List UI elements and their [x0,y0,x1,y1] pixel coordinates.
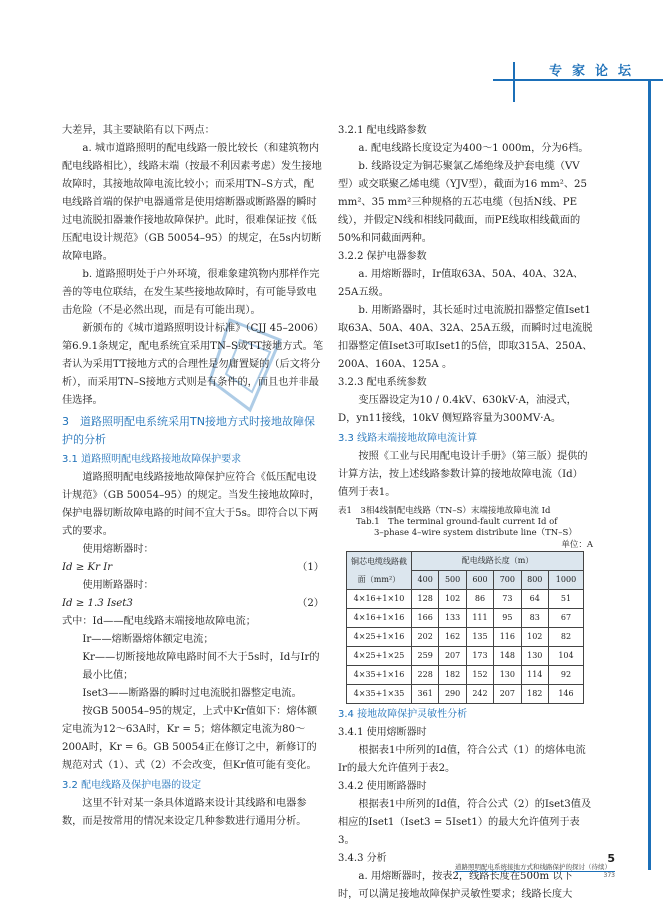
table-cell: 290 [439,685,466,704]
column-header: 1000 [548,571,583,590]
table-cell: 259 [412,647,439,666]
table-caption-en: 3–phase 4–wire system distribute line（TN–S） [374,528,577,538]
row-label: 4×35+1×35 [347,685,412,704]
table-cell: 104 [548,647,583,666]
table-cell: 116 [494,628,521,647]
subsection-heading: 3.3 线路末端接地故障电流计算 [338,433,478,444]
table-unit: 单位：A [561,540,593,550]
column-header: 600 [466,571,493,590]
table-cell: 51 [548,590,583,609]
table-cell: 111 [466,609,493,628]
paragraph: 这里不针对某一条具体道路来设计其线路和电器参数，而是按常用的情况来设定几种参数进行通用分析。 [62,798,307,827]
table-cell: 130 [521,647,548,666]
table-cell: 152 [466,666,493,685]
paragraph: 新颁布的《城市道路照明设计标准》（CJJ 45–2006）第6.9.1条规定，配电系统宜采用TN–S或TT接地方式。笔者认为采用TT接地方式的合理性是勿庸置疑的（后文将分析），而采用TN–S接地方式则是有条件的，而且也并非最佳选择。 [62,323,324,406]
table-row [347,609,584,628]
table-cell: 207 [439,647,466,666]
left-column [62,122,324,831]
table-cell: 82 [548,628,583,647]
where-line: Iset3——断路器的瞬时过电流脱扣器整定电流。 [82,688,302,699]
table-row [347,685,584,704]
paragraph: a. 配电线路长度设定为400～1 000m，分为6档。 [358,143,589,154]
subsubsection-heading: 3.2.3 配电系统参数 [338,377,427,388]
column-header: 400 [412,571,439,590]
formula-2 [62,595,324,613]
table-row [347,647,584,666]
table-cell: 162 [439,628,466,647]
margin-bar [648,80,651,870]
section-header [493,60,663,80]
subsubsection-heading: 3.4.2 使用断路器时 [338,781,427,792]
table-cell: 361 [412,685,439,704]
table-caption: 表1 3相4线制配电线路（TN–S）末端接地故障电流 Id [338,506,551,516]
right-column [338,122,593,904]
table-cell: 95 [494,609,521,628]
column-header: 800 [521,571,548,590]
column-group-header: 配电线路长度（m） [412,552,584,571]
subsection-heading: 3.4 接地故障保护灵敏性分析 [338,709,468,720]
table-cell: 148 [494,647,521,666]
table-row [347,666,584,685]
paragraph: 道路照明配电线路接地故障保护应符合《低压配电设计规范》（GB 50054–95）的规定。当发生接地故障时，保护电器切断故障电路的时间不宜大于5s。即符合以下两式的要求。 [62,472,320,537]
header-rule [493,79,663,81]
table-cell: 102 [439,590,466,609]
formula-1 [62,559,324,577]
formula-number: （2） [297,598,324,609]
subsubsection-heading: 3.4.1 使用熔断器时 [338,727,427,738]
page-footer [455,852,615,879]
table-cell: 73 [494,590,521,609]
table-cell: 133 [439,609,466,628]
subsubsection-heading: 3.4.3 分析 [338,853,387,864]
table-row [347,590,584,609]
page-number: 5 [607,852,615,865]
table-cell: 146 [548,685,583,704]
table-cell: 135 [466,628,493,647]
paragraph: 根据表1中所列的Id值，符合公式（1）的熔体电流Ir的最大允许值列于表2。 [338,745,586,774]
row-label: 4×35+1×16 [347,666,412,685]
formula-text: Id ≥ 1.3 Iset3 [62,598,133,609]
row-header: 铜芯电缆线路截面（mm²） [347,552,412,590]
table-cell: 202 [412,628,439,647]
section-title: 专家论坛 [548,64,641,79]
table-cell: 228 [412,666,439,685]
subsection-heading: 3.1 道路照明配电线路接地故障保护要求 [62,454,242,465]
where-line: 式中：Id——配电线路末端接地故障电流； [62,616,256,627]
table-cell: 207 [494,685,521,704]
footer-sub-number: 373 [603,872,615,879]
table-cell: 130 [494,666,521,685]
table-cell: 83 [521,609,548,628]
table-cell: 242 [466,685,493,704]
header-divider [513,62,515,102]
paragraph: b. 用断路器时，其长延时过电流脱扣器整定值Iset1取63A、50A、40A、32A、25A五级，而瞬时过电流脱扣器整定值Iset3可取Iset1的5倍，即取315A、250A、200A、160A、125A 。 [338,305,593,370]
paragraph: 变压器设定为10 / 0.4kV、630kV·A，油浸式，D，yn11接线，10kV 侧短路容量为300MV·A。 [338,395,577,424]
row-label: 4×25+1×25 [347,647,412,666]
paragraph: 按GB 50054–95的规定，上式中Kr值如下：熔体额定电流为12～63A时，Kr = 5；熔体额定电流为80～200A时，Kr = 6。GB 50054正在修订之中，新修订的规范对式（1）、式（2）不会改变，但Kr值可能有变化。 [62,706,318,771]
paragraph: a. 城市道路照明的配电线路一般比较长（和建筑物内配电线路相比），线路末端（按最不利因素考虑）发生接地故障时，其接地故障电流比较小；而采用TN–S方式，配电线路首端的保护电器通常是使用熔断器或断路器的瞬时过电流脱扣器兼作接地故障保护。此时，很难保证按《低压配电设计规范》（GB 50054–95）的规定，在5s内切断故障电路。 [62,143,322,262]
row-label: 4×16+1×10 [347,590,412,609]
row-label: 4×16+1×16 [347,609,412,628]
table-caption-en: Tab.1 The terminal ground-fault current Id of [356,517,558,527]
table-cell: 182 [521,685,548,704]
formula-text: Id ≥ Kr Ir [62,562,113,573]
paragraph: a. 用熔断器时，按表2，线路长度在500m 以下时，可以满足接地故障保护灵敏性要求；线路长度大 [338,871,573,900]
paragraph: b. 道路照明处于户外环境，很难象建筑物内那样作完善的等电位联结，在发生某些接地故障时，有可能导致电击危险（不是必然出现，而是有可能出现）。 [62,269,320,316]
paragraph: b. 线路设定为铜芯聚氯乙烯绝缘及护套电缆（VV型）或交联聚乙烯电缆（YJV型），截面为16 mm²、25 mm²、35 mm²三种规格的五芯电缆（包括N线、PE线），并假定N线和相线同截面，而PE线取相线截面的50%和同截面两种。 [338,161,588,244]
row-label: 4×25+1×16 [347,628,412,647]
table-cell: 86 [466,590,493,609]
formula-number: （1） [297,562,324,573]
paragraph: 使用断路器时： [82,580,154,591]
where-line: Kr——切断接地故障电路时间不大于5s时，Id与Ir的最小比值； [82,652,320,681]
column-header: 700 [494,571,521,590]
table-cell: 128 [412,590,439,609]
column-header: 500 [439,571,466,590]
paragraph: 使用熔断器时： [82,544,154,555]
paragraph: 大差异，其主要缺陷有以下两点： [62,125,215,136]
table-row [347,628,584,647]
section-heading: 3 道路照明配电系统采用TN接地方式时接地故障保护的分析 [62,415,315,446]
table-cell: 67 [548,609,583,628]
data-table [346,551,584,704]
subsubsection-heading: 3.2.2 保护电器参数 [338,251,427,262]
subsubsection-heading: 3.2.1 配电线路参数 [338,125,427,136]
table-cell: 64 [521,590,548,609]
table-cell: 173 [466,647,493,666]
table-cell: 182 [439,666,466,685]
table-cell: 102 [521,628,548,647]
table-cell: 114 [521,666,548,685]
paragraph: a. 用熔断器时，Ir值取63A、50A、40A、32A、25A五级。 [338,269,584,298]
running-title: 道路照明配电系统接地方式和线路保护的探讨（待续） [455,862,615,872]
subsection-heading: 3.2 配电线路及保护电器的设定 [62,780,202,791]
table-cell: 166 [412,609,439,628]
paragraph: 根据表1中所列的Id值，符合公式（2）的Iset3值及相应的Iset1（Iset3 = 5Iset1）的最大允许值列于表3。 [338,799,592,846]
where-line: Ir——熔断器熔体额定电流； [82,634,214,645]
paragraph: 按照《工业与民用配电设计手册》（第三版）提供的计算方法，按上述线路参数计算的接地故障电流（Id）值列于表1。 [338,451,588,498]
table-cell: 92 [548,666,583,685]
